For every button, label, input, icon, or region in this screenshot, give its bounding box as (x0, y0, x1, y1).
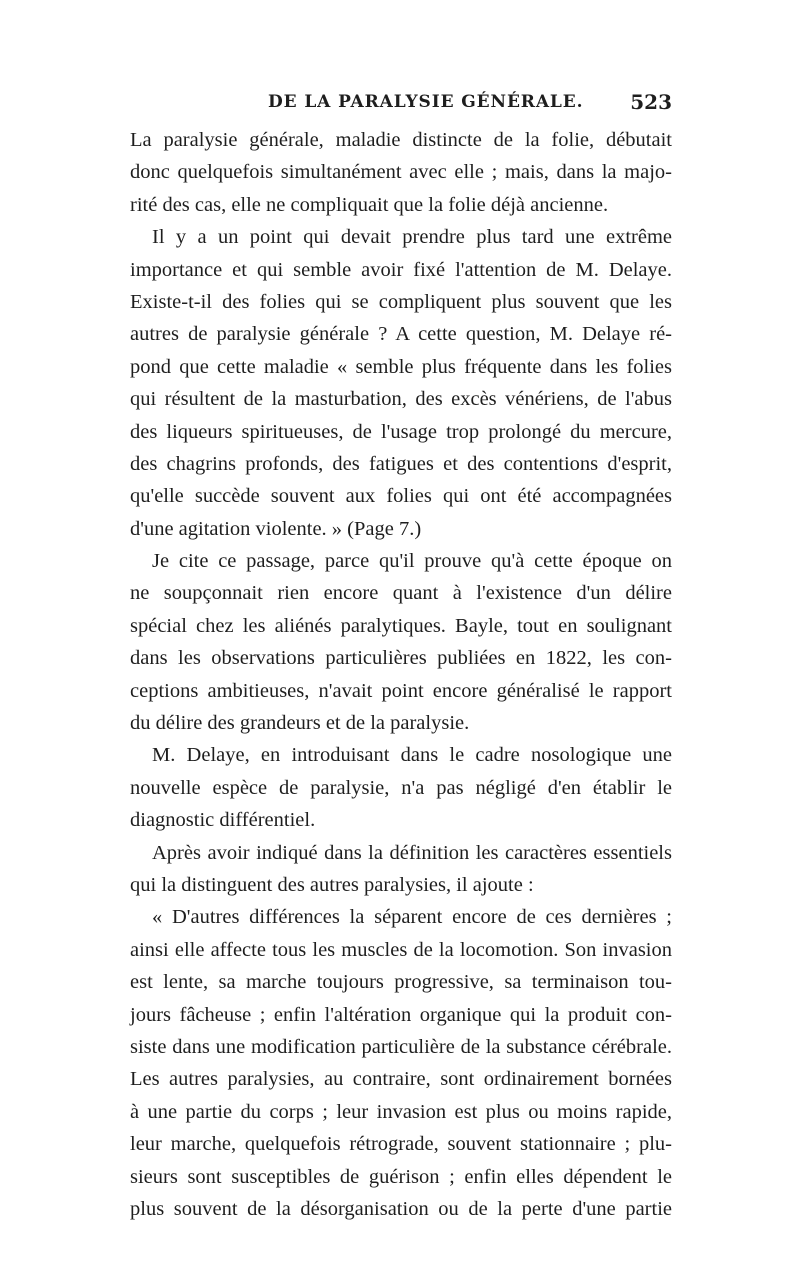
text-line: plus souvent de la désorganisation ou de la perte d'une partie (130, 1197, 672, 1220)
text-line: La paralysie générale, maladie distincte de la folie, débutait (130, 129, 672, 151)
text-line: « D'autres différences la séparent encore de ces dernières ; (152, 906, 672, 929)
running-head: DE LA PARALYSIE GÉNÉRALE. (268, 92, 584, 112)
text-line: dans les observations particulières publiées en 1822, les con- (130, 647, 672, 670)
text-line: Après avoir indiqué dans la définition les caractères essentiels (152, 841, 672, 864)
text-line: d'une agitation violente. » (Page 7.) (130, 517, 422, 540)
text-line: jours fâcheuse ; enfin l'altération organique qui la produit con- (130, 1003, 672, 1026)
text-line: qui la distinguent des autres paralysies, il ajoute : (130, 873, 534, 896)
text-line: spécial chez les aliénés paralytiques. Bayle, tout en soulignant (130, 614, 672, 637)
text-line: siste dans une modification particulière de la substance cérébrale. (130, 1035, 672, 1058)
text-line: des chagrins profonds, des fatigues et des contentions d'esprit, (130, 452, 672, 475)
text-line: donc quelquefois simultanément avec elle ; mais, dans la majo- (130, 161, 672, 184)
text-line: qui résultent de la masturbation, des excès vénériens, de l'abus (130, 388, 672, 411)
text-line: Je cite ce passage, parce qu'il prouve qu'à cette époque on (152, 550, 672, 573)
text-line: à une partie du corps ; leur invasion est plus ou moins rapide, (130, 1100, 672, 1123)
text-line: qu'elle succède souvent aux folies qui ont été accompagnées (130, 485, 672, 508)
body-text (130, 124, 672, 1225)
text-line: nouvelle espèce de paralysie, n'a pas négligé d'en établir le (130, 776, 672, 799)
text-line: des liqueurs spiritueuses, de l'usage trop prolongé du mercure, (130, 420, 672, 443)
page-number: 523 (630, 90, 672, 114)
text-line: est lente, sa marche toujours progressive, sa terminaison tou- (130, 971, 672, 994)
text-line: Existe-t-il des folies qui se compliquent plus souvent que les (130, 290, 672, 313)
text-line: diagnostic différentiel. (130, 809, 316, 832)
text-line: du délire des grandeurs et de la paralysie. (130, 712, 470, 735)
text-line: ainsi elle affecte tous les muscles de la locomotion. Son invasion (130, 938, 672, 961)
text-line: Il y a un point qui devait prendre plus tard une extrême (152, 226, 672, 249)
text-line: leur marche, quelquefois rétrograde, souvent stationnaire ; plu- (130, 1133, 672, 1156)
text-line: Les autres paralysies, au contraire, sont ordinairement bornées (130, 1068, 672, 1091)
text-line: ceptions ambitieuses, n'avait point encore généralisé le rapport (130, 679, 672, 702)
text-line: sieurs sont susceptibles de guérison ; enfin elles dépendent le (130, 1165, 672, 1188)
text-line: ne soupçonnait rien encore quant à l'existence d'un délire (130, 582, 672, 605)
text-line: pond que cette maladie « semble plus fréquente dans les folies (130, 355, 672, 378)
text-line: M. Delaye, en introduisant dans le cadre nosologique une (152, 744, 672, 767)
text-line: rité des cas, elle ne compliquait que la folie déjà ancienne. (130, 193, 609, 216)
page-header (268, 92, 672, 122)
text-line: importance et qui semble avoir fixé l'attention de M. Delaye. (130, 258, 672, 281)
text-line: autres de paralysie générale ? A cette question, M. Delaye ré- (130, 323, 672, 346)
